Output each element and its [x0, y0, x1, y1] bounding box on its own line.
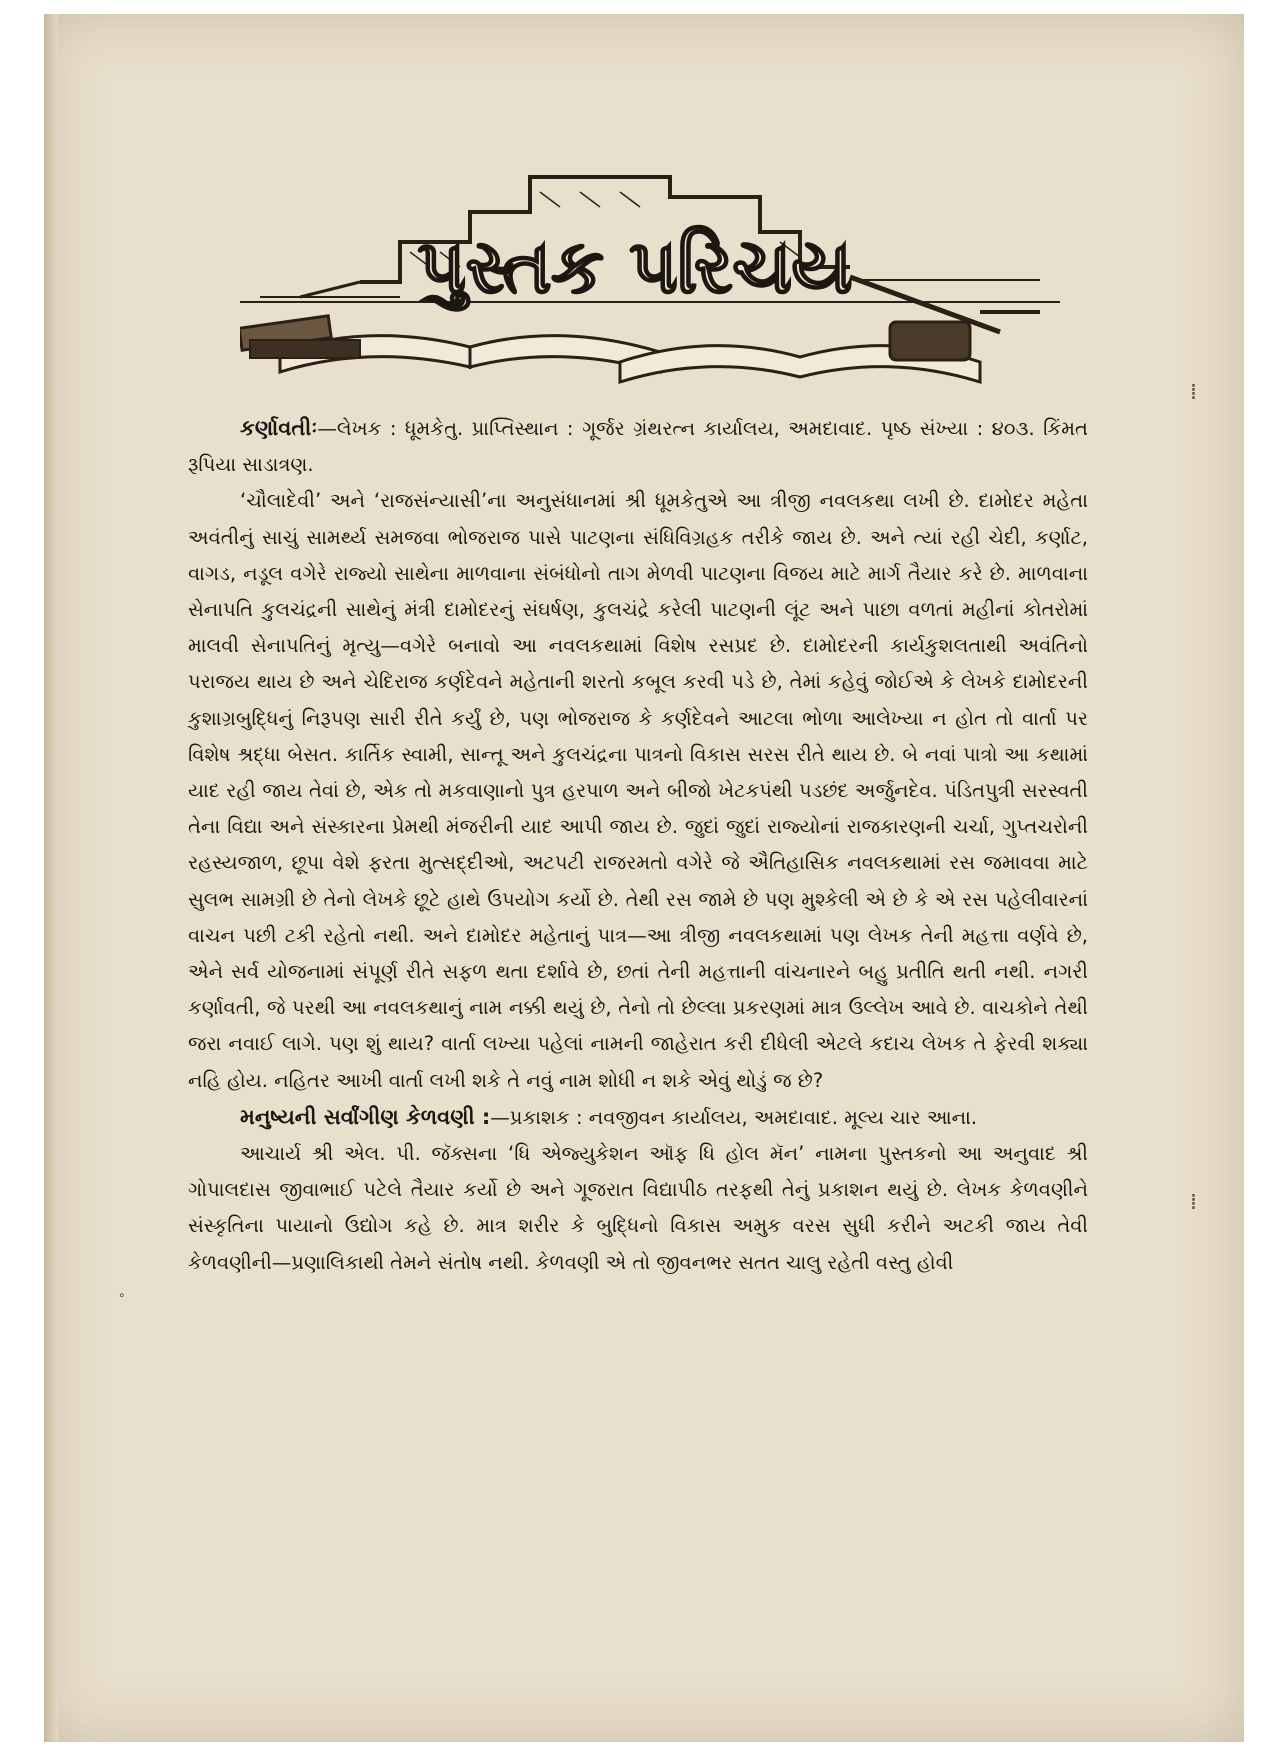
review-entry-1-meta: —લેખક : ધૂમકેતુ. પ્રાપ્તિસ્થાન : ગૂર્જર ગ્રંથરત્ન કાર્યાલય, અમદાવાદ. પૃષ્ઠ સંખ્યા : ૪૦૩. કિંમત રૂપિયા સાડાત્રણ.	[188, 417, 1088, 477]
margin-speck: ⁞	[1190, 380, 1197, 405]
margin-speck: ∘	[118, 1288, 126, 1302]
page-binding-edge	[44, 14, 58, 1742]
review-entry-2-body: આચાર્ય શ્રી એલ. પી. જૅક્સના ‘ધિ એજ્યુકેશન ઑફ ધિ હોલ મૅન’ નામના પુસ્તકનો આ અનુવાદ શ્રી ગોપાલદાસ જીવાભાઈ પટેલે તૈયાર કર્યો છે અને ગૂજરાત વિદ્યાપીઠ તરફથી તેનું પ્રકાશન થયું છે. લેખક કેળવણીને સંસ્કૃતિના પાયાનો ઉદ્યોગ કહે છે. માત્ર શરીર કે બુદ્ધિનો વિકાસ અમુક વરસ સુધી કરીને અટકી જાય તેવી કેળવણીની—પ્રણાલિકાથી તેમને સંતોષ નથી. કેળવણી એ તો જીવનભર સતત ચાલુ રહેતી વસ્તુ હોવી	[188, 1142, 1088, 1274]
review-entry-2-title: મનુષ્યની સર્વાંગીણ કેળવણી :	[240, 1104, 491, 1129]
review-entry-2-heading	[188, 1099, 1088, 1136]
margin-speck: ⁞	[1190, 1190, 1197, 1215]
books-and-pen-illustration	[240, 172, 1060, 402]
review-entry-1-heading	[188, 410, 1088, 483]
heading-title: પુસ્તક પરિચય	[417, 224, 853, 310]
review-entry-1-body: ‘ચૌલાદેવી’ અને ‘રાજસંન્યાસી’ના અનુસંધાનમાં શ્રી ધૂમકેતુએ આ ત્રીજી નવલકથા લખી છે. દામોદર મહેતા અવંતીનું સાચું સામર્થ્ય સમજવા ભોજરાજ પાસે પાટણના સંધિવિગ્રહક તરીકે જાય છે. અને ત્યાં રહી ચેદી, કર્ણાટ, વાગડ, નડૂલ વગેરે રાજ્યો સાથેના માળવાના સંબંધોનો તાગ મેળવી પાટણના વિજય માટે માર્ગ તૈયાર કરે છે. માળવાના સેનાપતિ કુલચંદ્રની સાથેનું મંત્રી દામોદરનું સંઘર્ષણ, કુલચંદ્રે કરેલી પાટણની લૂંટ અને પાછા વળતાં મહીનાં કોતરોમાં માલવી સેનાપતિનું મૃત્યુ—વગેરે બનાવો આ નવલકથામાં વિશેષ રસપ્રદ છે. દામોદરની કાર્યકુશલતાથી અવંતિનો પરાજય થાય છે અને ચેદિરાજ કર્ણદેવને મહેતાની શરતો કબૂલ કરવી પડે છે, તેમાં કહેવું જોઈએ કે લેખકે દામોદરની કુશાગ્રબુદ્ધિનું નિરૂપણ સારી રીતે કર્યું છે, પણ ભોજરાજ કે કર્ણદેવને આટલા ભોળા આલેખ્યા ન હોત તો વાર્તા પર વિશેષ શ્રદ્ધા બેસત. કાર્તિક સ્વામી, સાન્તૂ અને કુલચંદ્રના પાત્રનો વિકાસ સરસ રીતે થાય છે. બે નવાં પાત્રો આ કથામાં યાદ રહી જાય તેવાં છે, એક તો મકવાણાનો પુત્ર હરપાળ અને બીજો ખેટકપંથી પડછંદ અર્જુનદેવ. પંડિતપુત્રી સરસ્વતી તેના વિદ્યા અને સંસ્કારના પ્રેમથી મંજરીની યાદ આપી જાય છે. જુદાં જુદાં રાજ્યોનાં રાજકારણની ચર્ચા, ગુપ્તચરોની રહસ્યજાળ, છૂપા વેશે ફરતા મુત્સદ્દીઓ, અટપટી રાજરમતો વગેરે જે ઐતિહાસિક નવલકથામાં રસ જમાવવા માટે સુલભ સામગ્રી છે તેનો લેખકે છૂટે હાથે ઉપયોગ કર્યો છે. તેથી રસ જામે છે પણ મુશ્કેલી એ છે કે એ રસ પહેલીવારનાં વાચન પછી ટકી રહેતો નથી. અને દામોદર મહેતાનું પાત્ર—આ ત્રીજી નવલકથામાં પણ લેખક તેની મહત્તા વર્ણવે છે, એને સર્વ યોજનામાં સંપૂર્ણ રીતે સફળ થતા દર્શાવે છે, છતાં તેની મહત્તાની વાંચનારને બહુ પ્રતીતિ થતી નથી. નગરી કર્ણાવતી, જે પરથી આ નવલકથાનું નામ નક્કી થયું છે, તેનો તો છેલ્લા પ્રકરણમાં માત્ર ઉલ્લેખ આવે છે. વાચકોને તેથી જરા નવાઈ લાગે. પણ શું થાય? વાર્તા લખ્યા પહેલાં નામની જાહેરાત કરી દીધેલી એટલે કદાચ લેખક તે ફેરવી શક્યા નહિ હોય. નહિતર આખી વાર્તા લખી શકે તે નવું નામ શોધી ન શકે એવું થોડું જ છે?	[188, 489, 1088, 1092]
review-entry-2-meta: —પ્રકાશક : નવજીવન કાર્યાલય, અમદાવાદ. મૂલ્ય ચાર આના.	[490, 1105, 978, 1129]
review-column	[188, 410, 1088, 1281]
review-entry-1-title: કર્ણાવતીઃ	[240, 416, 318, 440]
section-heading-illustration	[240, 172, 1060, 402]
